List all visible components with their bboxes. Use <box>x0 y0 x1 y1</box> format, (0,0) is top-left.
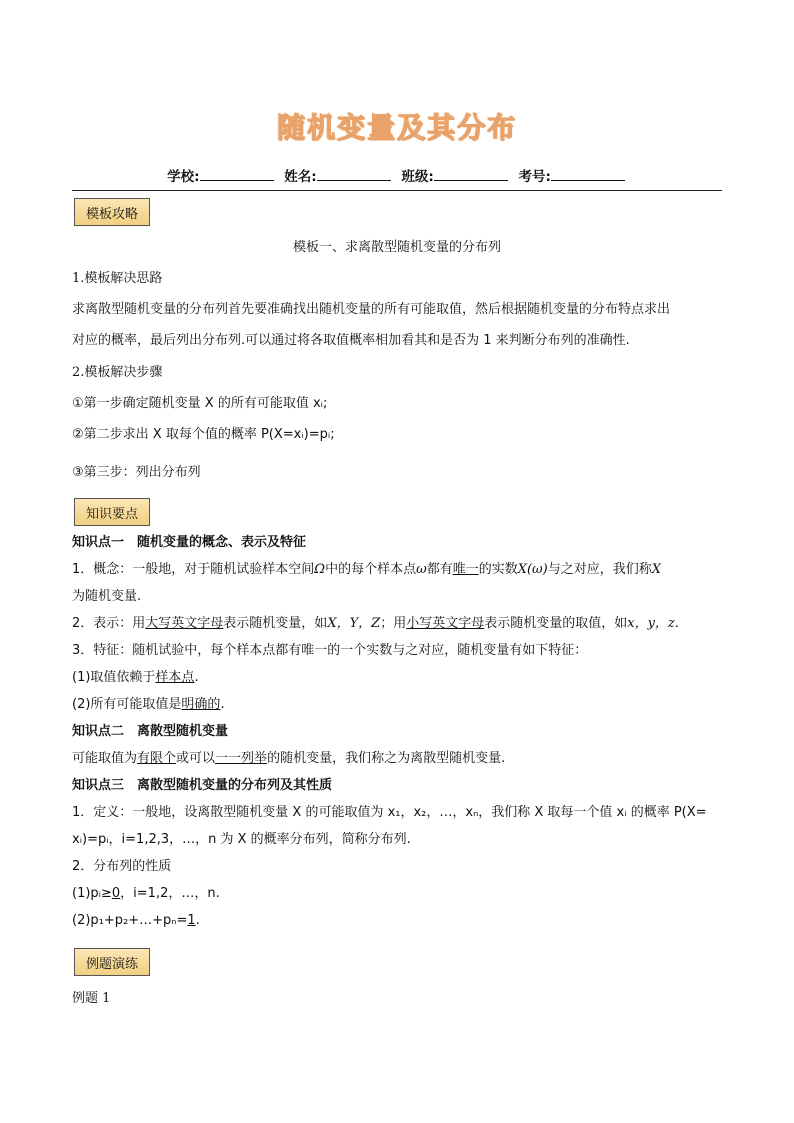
text-run: 1．概念：一般地，对于随机试验样本空间 <box>72 562 315 577</box>
text-run: 可能取值为 <box>72 751 138 766</box>
text-run: ，i=1,2，…，n. <box>120 886 220 901</box>
text-run: (1)pᵢ≥ <box>72 886 112 901</box>
name-label: 姓名: <box>284 169 317 185</box>
underlined-term: 样本点 <box>155 670 195 685</box>
underlined-term: 明确的 <box>181 697 221 712</box>
school-label: 学校: <box>167 169 200 185</box>
example-practice-tag: 例题演练 <box>74 948 150 976</box>
math-values: x，y，z. <box>627 616 679 631</box>
underlined-term: 1 <box>187 913 196 928</box>
knowledge-point-3-line-4 <box>72 885 732 903</box>
text-run: ；用 <box>380 616 407 631</box>
knowledge-point-3-title: 知识点三 离散型随机变量的分布列及其性质 <box>72 778 333 793</box>
knowledge-point-2-title: 知识点二 离散型随机变量 <box>72 724 229 739</box>
knowledge-point-1-line-1 <box>72 561 732 579</box>
exam-number-blank[interactable] <box>551 168 625 181</box>
math-x-omega: X(ω) <box>517 562 548 577</box>
text-run: (2)所有可能取值是 <box>72 697 182 712</box>
knowledge-point-3-line-2: xᵢ)=pᵢ，i=1,2,3，…，n 为 X 的概率分布列，简称分布列. <box>72 832 411 847</box>
text-run: . <box>194 670 199 685</box>
math-variables: X，Y，Z <box>327 616 381 631</box>
knowledge-point-1-line-6 <box>72 696 732 714</box>
school-blank[interactable] <box>200 168 274 181</box>
knowledge-point-3-line-5 <box>72 912 732 930</box>
template-paragraph-line-1: 求离散型随机变量的分布列首先要准确找出随机变量的所有可能取值，然后根据随机变量的分布特点求出 <box>72 302 671 317</box>
knowledge-point-1-line-2: 为随机变量. <box>72 589 142 604</box>
underlined-term: 有限个 <box>137 751 177 766</box>
knowledge-point-1-title: 知识点一 随机变量的概念、表示及特征 <box>72 535 307 550</box>
template-section-2-title: 2.模板解决步骤 <box>72 365 163 380</box>
template-step-2: ②第二步求出 X 取每个值的概率 P(X=xᵢ)=pᵢ; <box>72 427 335 442</box>
name-blank[interactable] <box>317 168 391 181</box>
knowledge-points-tag: 知识要点 <box>74 498 150 526</box>
text-run: 表示随机变量的取值，如 <box>484 616 628 631</box>
template-strategy-tag: 模板攻略 <box>74 198 150 226</box>
knowledge-point-2-line-1 <box>72 750 732 768</box>
text-run: 中的每个样本点 <box>325 562 417 577</box>
knowledge-point-1-line-4: 3．特征：随机试验中，每个样本点都有唯一的一个实数与之对应，随机变量有如下特征： <box>72 643 588 658</box>
math-omega: ω <box>416 562 427 577</box>
text-run: (2)p₁+p₂+…+pₙ= <box>72 913 188 928</box>
class-label: 班级: <box>401 169 434 185</box>
text-run: 都有 <box>426 562 453 577</box>
math-x: X <box>651 562 662 577</box>
text-run: 2．表示：用 <box>72 616 146 631</box>
student-info-line <box>0 165 794 185</box>
text-run: 的随机变量，我们称之为离散型随机变量. <box>267 751 506 766</box>
text-run: 与之对应，我们称 <box>547 562 652 577</box>
knowledge-point-1-line-5 <box>72 669 732 687</box>
template-step-1: ①第一步确定随机变量 X 的所有可能取值 xᵢ; <box>72 396 328 411</box>
underlined-term: 0 <box>111 886 121 901</box>
text-run: 表示随机变量，如 <box>223 616 328 631</box>
underlined-term: 大写英文字母 <box>145 616 224 631</box>
math-omega-set: Ω <box>314 562 326 577</box>
text-run: 的实数 <box>478 562 518 577</box>
text-run: . <box>195 913 200 928</box>
knowledge-point-3-line-3: 2．分布列的性质 <box>72 859 172 874</box>
document-title: 随机变量及其分布 <box>276 111 517 144</box>
underlined-term: 小写英文字母 <box>406 616 485 631</box>
template-heading: 模板一、求离散型随机变量的分布列 <box>292 240 501 255</box>
underlined-term: 一一列举 <box>215 751 268 766</box>
template-section-1-title: 1.模板解决思路 <box>72 271 163 286</box>
text-run: 或可以 <box>176 751 216 766</box>
text-run: (1)取值依赖于 <box>72 670 156 685</box>
header-divider <box>72 190 722 191</box>
template-step-3: ③第三步：列出分布列 <box>72 465 201 480</box>
underlined-term: 唯一 <box>452 562 479 577</box>
knowledge-point-1-line-3 <box>72 615 732 633</box>
template-paragraph-line-2: 对应的概率，最后列出分布列.可以通过将各取值概率相加看其和是否为 1 来判断分布列的准确性. <box>72 333 630 348</box>
text-run: . <box>220 697 225 712</box>
knowledge-point-3-line-1: 1．定义：一般地，设离散型随机变量 X 的可能取值为 x₁，x₂，…，xₙ，我们称 X 取每一个值 xᵢ 的概率 P(X= <box>72 805 707 820</box>
example-1-label: 例题 1 <box>72 991 111 1006</box>
class-blank[interactable] <box>434 168 508 181</box>
exam-number-label: 考号: <box>518 169 551 185</box>
